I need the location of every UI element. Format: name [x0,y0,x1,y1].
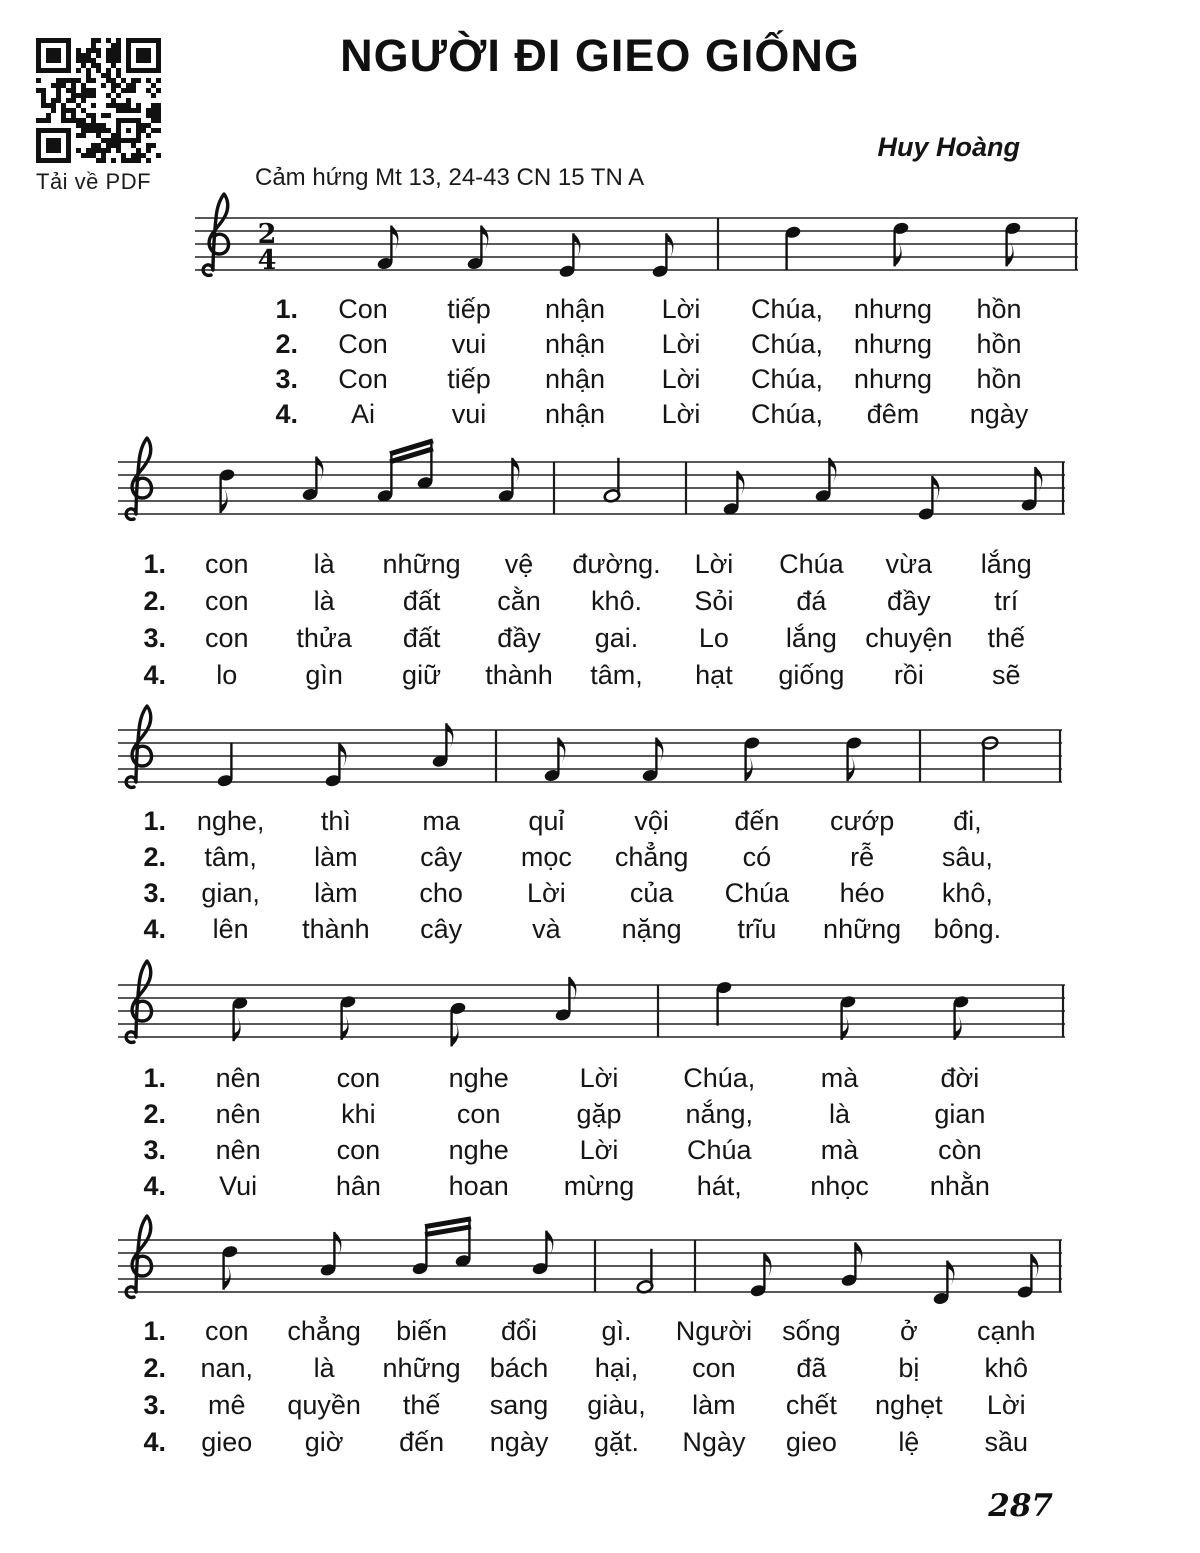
lyric-syllable: sống [782,1316,841,1346]
lyric-syllable: Lo [698,623,729,653]
lyric-syllable: trĩu [737,914,777,944]
verse-number: 2. [143,586,166,616]
lyric-syllable: hồn [976,364,1022,394]
lyric-syllable: cướp [829,806,895,836]
lyric-syllable: ngày [489,1427,549,1457]
lyric-syllable: nghe, [196,806,265,836]
lyric-syllable: ma [422,806,460,836]
lyric-syllable: Lời [661,329,701,359]
note [324,743,346,788]
lyric-syllable: con [336,1135,381,1165]
lyric-syllable: đổi [501,1316,538,1346]
verse-line [120,1390,1055,1420]
music-staff [118,943,1065,1059]
verse-line [120,806,1020,836]
lyric-syllable: cạnh [976,1316,1036,1346]
lyric-syllable: khi [341,1099,376,1129]
lyric-syllable: thửa [296,623,352,653]
lyric-syllable: đất [402,586,441,616]
lyric-syllable: Chúa, [750,399,824,429]
lyric-syllable: lệ [898,1427,920,1457]
lyric-syllable: hồn [976,294,1022,324]
note [749,1253,771,1298]
lyric-syllable: Lời [661,364,701,394]
lyric-syllable: hân [335,1171,381,1201]
lyric-syllable: gieo [201,1427,253,1457]
note [231,996,248,1041]
verse-number: 3. [143,878,166,908]
note [784,225,801,270]
lyric-syllable: vui [451,399,487,429]
lyric-syllable: Người [675,1316,753,1346]
verse-number: 4. [143,1427,166,1457]
verse-line [120,1171,1020,1201]
beamed-sixteenth-pair [376,441,433,503]
note [651,233,673,278]
lyric-syllable: làm [314,878,358,908]
verse-number: 4. [143,914,166,944]
lyric-syllable: nhưng [853,364,933,394]
lyric-syllable: nặng [621,914,682,944]
verse-line [252,294,1052,324]
lyric-syllable: gì. [601,1316,632,1346]
verse-number: 1. [143,806,166,836]
music-staff [118,1198,1062,1314]
music-staff [118,420,1065,536]
lyric-syllable: giàu, [587,1390,646,1420]
verse-line [120,1427,1055,1457]
note [743,736,760,781]
lyric-syllable: sẽ [992,660,1021,690]
lyric-syllable: cây [420,914,463,944]
lyric-syllable: lắng [980,549,1032,579]
note [554,977,576,1022]
lyric-syllable: thì [320,806,351,836]
lyric-syllable: vội [634,806,669,836]
lyric-syllable: giữ [402,660,442,690]
lyric-syllable: tâm, [590,660,643,690]
lyric-syllable: đời [940,1063,980,1093]
lyric-syllable: Con [338,364,388,394]
download-pdf-link[interactable]: Tải về PDF [36,169,152,194]
lyric-syllable: gai. [594,623,639,653]
lyric-syllable: tâm, [204,842,257,872]
note [814,458,836,503]
note [840,1242,862,1287]
lyric-syllable: vệ [504,549,534,579]
time-signature: 4 [257,245,277,276]
lyric-syllable: lắng [785,623,837,653]
lyric-syllable: mừng [563,1171,635,1201]
lyric-syllable: mọc [520,842,572,872]
lyric-syllable: rễ [850,842,875,872]
lyric-syllable: nan, [200,1353,253,1383]
lyric-syllable: chuyện [865,623,953,653]
note [301,457,323,502]
lyric-syllable: đất [402,623,441,653]
lyric-syllable: con [204,1316,249,1346]
lyric-syllable: chẳng [614,842,689,872]
lyric-syllable: biến [396,1316,448,1346]
lyric-syllable: và [532,914,561,944]
lyric-syllable: những [382,1353,461,1383]
lyric-syllable: đá [796,586,827,616]
lyric-syllable: Con [338,294,388,324]
verse-line [120,586,1055,616]
lyric-syllable: đường. [572,549,661,579]
verse-number: 2. [143,1353,166,1383]
verse-line [252,399,1052,429]
note [558,233,580,278]
verse-line [120,878,1020,908]
lyric-syllable: nghe [448,1135,509,1165]
lyric-syllable: mà [820,1135,859,1165]
verse-line [252,329,1052,359]
composer-name: Huy Hoàng [877,132,1020,162]
note [221,1245,238,1290]
lyric-syllable: mê [207,1390,246,1420]
lyric-syllable: làm [692,1390,736,1420]
lyric-syllable: đêm [866,399,920,429]
treble-clef-icon [126,961,151,1042]
lyric-syllable: Ai [350,399,375,429]
note [319,1232,341,1277]
note [466,226,488,271]
lyric-syllable: còn [938,1135,982,1165]
lyric-syllable: nhận [544,364,606,394]
lyric-syllable: trí [994,586,1019,616]
note [636,1249,653,1294]
lyric-syllable: Vui [219,1171,258,1201]
note [218,468,235,513]
verse-number: 2. [143,842,166,872]
lyric-syllable: quỉ [528,806,565,836]
lyric-syllable: ngày [969,399,1029,429]
lyric-syllable: gian [934,1099,986,1129]
lyric-syllable: Ngày [682,1427,746,1457]
note [543,738,565,783]
lyric-syllable: cằn [497,586,541,616]
lyric-syllable: là [313,586,335,616]
lyric-syllable: lo [216,660,238,690]
lyric-syllable: vừa [885,549,933,579]
lyric-syllable: con [204,623,249,653]
lyric-syllable: là [829,1099,851,1129]
lyric-syllable: nên [215,1099,261,1129]
lyric-syllable: Lời [986,1390,1026,1420]
page-number: 287 [988,1488,1053,1524]
verse-number: 3. [275,364,298,394]
lyric-syllable: thế [402,1390,441,1420]
lyric-syllable: con [692,1353,736,1383]
verse-number: 4. [275,399,298,429]
music-staff [195,176,1078,292]
verse-line [252,364,1052,394]
verse-line [120,1316,1055,1346]
lyric-syllable: ở [899,1316,918,1346]
lyric-syllable: nghẹt [875,1390,943,1420]
verse-number: 1. [143,1063,166,1093]
lyric-syllable: Lời [694,549,734,579]
lyric-syllable: Chúa, [750,364,824,394]
lyric-syllable: nên [215,1135,261,1165]
verse-number: 1. [275,294,298,324]
lyric-syllable: tiếp [447,294,491,324]
lyric-syllable: những [823,914,902,944]
lyric-syllable: là [313,1353,335,1383]
lyric-syllable: khô [984,1353,1029,1383]
lyric-syllable: nắng, [685,1099,754,1129]
lyric-syllable: Lời [579,1063,619,1093]
lyric-syllable: lên [212,914,249,944]
lyric-syllable: hoan [448,1171,509,1201]
note [952,995,969,1040]
beamed-sixteenth-pair [411,1219,471,1276]
lyric-syllable: hại, [594,1353,639,1383]
lyric-syllable: nhọc [810,1171,869,1201]
treble-clef-icon [126,706,151,787]
lyric-syllable: Lời [579,1135,619,1165]
lyric-syllable: chết [785,1390,837,1420]
lyric-syllable: nhận [544,329,606,359]
lyric-syllable: Con [338,329,388,359]
lyric-syllable: bông. [933,914,1002,944]
lyric-syllable: đi, [953,806,982,836]
verse-number: 3. [143,1390,166,1420]
lyric-syllable: gian, [201,878,260,908]
note [497,458,519,503]
lyric-syllable: khô, [941,878,993,908]
lyric-syllable: Chúa, [750,294,824,324]
lyric-syllable: rồi [893,660,924,690]
lyric-syllable: đầy [887,586,931,616]
lyric-syllable: Chúa [779,549,844,579]
treble-clef-icon [126,438,151,519]
lyric-syllable: đầy [497,623,541,653]
lyric-syllable: thế [987,623,1026,653]
lyric-syllable: là [313,549,335,579]
lyric-syllable: Sỏi [694,586,734,616]
lyric-syllable: bách [489,1353,549,1383]
lyric-syllable: nhận [544,294,606,324]
verse-line [120,1353,1055,1383]
verse-line [120,549,1055,579]
verse-number: 3. [143,1135,166,1165]
lyric-syllable: có [742,842,772,872]
lyric-syllable: Lời [661,399,701,429]
lyric-syllable: vui [451,329,487,359]
verse-number: 4. [143,1171,166,1201]
lyric-syllable: nên [215,1063,261,1093]
verse-number: 2. [275,329,298,359]
verse-number: 1. [143,549,166,579]
verse-line [120,1135,1020,1165]
verse-number: 1. [143,1316,166,1346]
lyric-syllable: chẳng [287,1316,361,1346]
lyric-syllable: con [204,586,249,616]
lyric-syllable: nghe [448,1063,509,1093]
lyric-syllable: nhận [544,399,606,429]
verse-line [120,660,1055,690]
lyric-syllable: hạt [695,660,733,690]
note [339,995,356,1040]
lyric-syllable: bị [898,1353,920,1383]
note [715,980,732,1025]
lyric-syllable: gặt. [593,1427,640,1457]
lyric-syllable: Chúa, [683,1063,756,1093]
lyric-syllable: cây [420,842,463,872]
lyric-syllable: quyền [287,1390,361,1420]
note [932,1261,954,1306]
lyric-syllable: mà [820,1063,859,1093]
lyric-syllable: sang [489,1390,549,1420]
note [839,995,856,1040]
lyric-syllable: Lời [527,878,566,908]
music-staff [118,688,1062,804]
lyric-syllable: Lời [661,294,701,324]
lyric-syllable: gieo [785,1427,837,1457]
lyric-syllable: sâu, [941,842,993,872]
lyric-syllable: những [382,549,461,579]
verse-line [120,842,1020,872]
lyric-syllable: thành [302,914,370,944]
note [641,738,663,783]
lyric-syllable: Chúa [687,1135,752,1165]
lyric-syllable: Chúa [724,878,790,908]
lyric-syllable: khô. [590,586,643,616]
lyric-syllable: nhưng [853,294,933,324]
song-title: NGƯỜI ĐI GIEO GIỐNG [340,30,860,81]
lyric-syllable: đã [796,1353,827,1383]
treble-clef-icon [203,194,228,275]
verse-number: 3. [143,623,166,653]
lyric-syllable: thành [485,660,553,690]
lyric-syllable: Chúa, [750,329,824,359]
lyric-syllable: sầu [984,1427,1029,1457]
lyric-syllable: nhằn [929,1171,990,1201]
verse-number: 4. [143,660,166,690]
lyric-syllable: giờ [304,1427,344,1457]
lyric-syllable: của [629,878,674,908]
note [376,226,398,271]
verse-number: 2. [143,1099,166,1129]
verse-line [120,1099,1020,1129]
lyric-syllable: nhưng [853,329,933,359]
lyric-syllable: con [336,1063,381,1093]
lyric-syllable: con [204,549,249,579]
lyric-syllable: héo [839,878,885,908]
lyric-syllable: con [456,1099,501,1129]
lyric-syllable: đến [399,1427,445,1457]
lyric-syllable: làm [314,842,358,872]
scripture-reference: Cảm hứng Mt 13, 24-43 CN 15 TN A [255,164,645,191]
treble-clef-icon [126,1216,151,1297]
note [216,743,233,788]
lyric-syllable: giống [778,660,845,690]
lyric-syllable: hồn [976,329,1022,359]
note [722,471,744,516]
lyric-syllable: hát, [696,1171,742,1201]
note [845,736,862,781]
lyric-syllable: cho [419,878,463,908]
note [1020,467,1042,512]
lyric-syllable: gặp [576,1099,622,1129]
lyric-syllable: gìn [305,660,343,690]
verse-line [120,914,1020,944]
verse-line [120,623,1055,653]
note [603,458,620,503]
lyric-syllable: đến [734,806,780,836]
time-signature: 2 [257,219,277,250]
verse-line [120,1063,1020,1093]
lyric-syllable: tiếp [447,364,491,394]
